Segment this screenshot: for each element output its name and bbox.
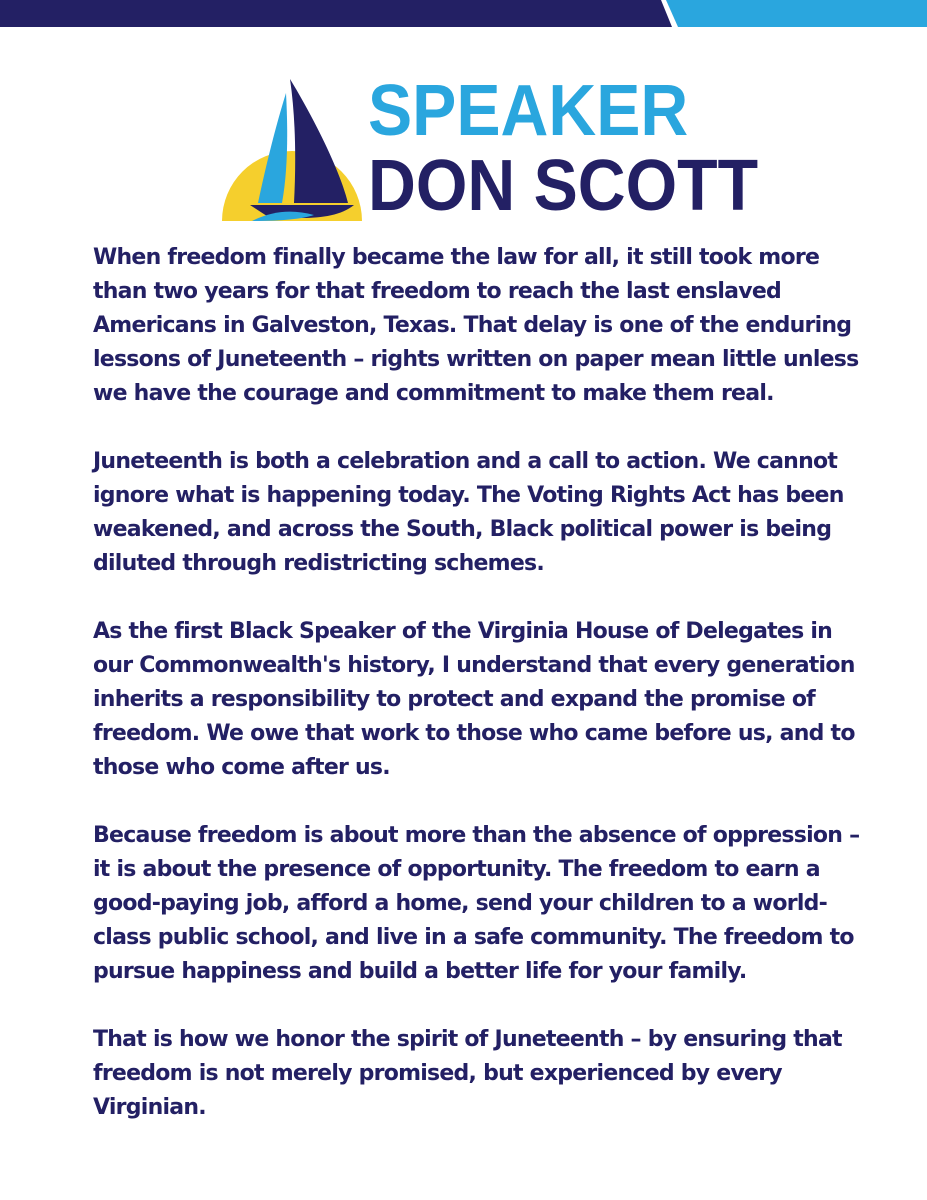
- statement-paragraph: As the first Black Speaker of the Virginia House of Delegates in our Commonwealth's history, I understand that every generation inherits a responsibility to protect and expand the promise of freedom. We owe that work to those who came before us, and to those who come after us.: [93, 619, 855, 780]
- header-color-bars: [0, 0, 927, 27]
- blue-header-bar: [666, 0, 927, 27]
- sailboat-sun-icon: [222, 75, 367, 221]
- logo-title-name: DON SCOTT: [368, 146, 759, 226]
- statement-paragraph: That is how we honor the spirit of Juneteenth – by ensuring that freedom is not merely promised, but experienced by every Virginian.: [93, 1027, 842, 1120]
- statement-paragraph: Juneteenth is both a celebration and a call to action. We cannot ignore what is happening today. The Voting Rights Act has been weakened, and across the South, Black political power is being diluted through redistricting schemes.: [93, 449, 844, 576]
- statement-paragraph: When freedom finally became the law for all, it still took more than two years for that freedom to reach the last enslaved Americans in Galveston, Texas. That delay is one of the enduring lessons of Juneteenth – rights written on paper mean little unless we have the courage and commitment to make them real.: [93, 245, 859, 406]
- navy-header-bar: [0, 0, 672, 27]
- logo-title-speaker: SPEAKER: [368, 71, 689, 151]
- statement-paragraph: Because freedom is about more than the absence of oppression – it is about the presence of opportunity. The freedom to earn a good-paying job, afford a home, send your children to a world-class public school, and live in a safe community. The freedom to pursue happiness and build a better life for your family.: [93, 823, 860, 984]
- statement-body: [93, 241, 863, 1125]
- speaker-logo: [222, 71, 759, 226]
